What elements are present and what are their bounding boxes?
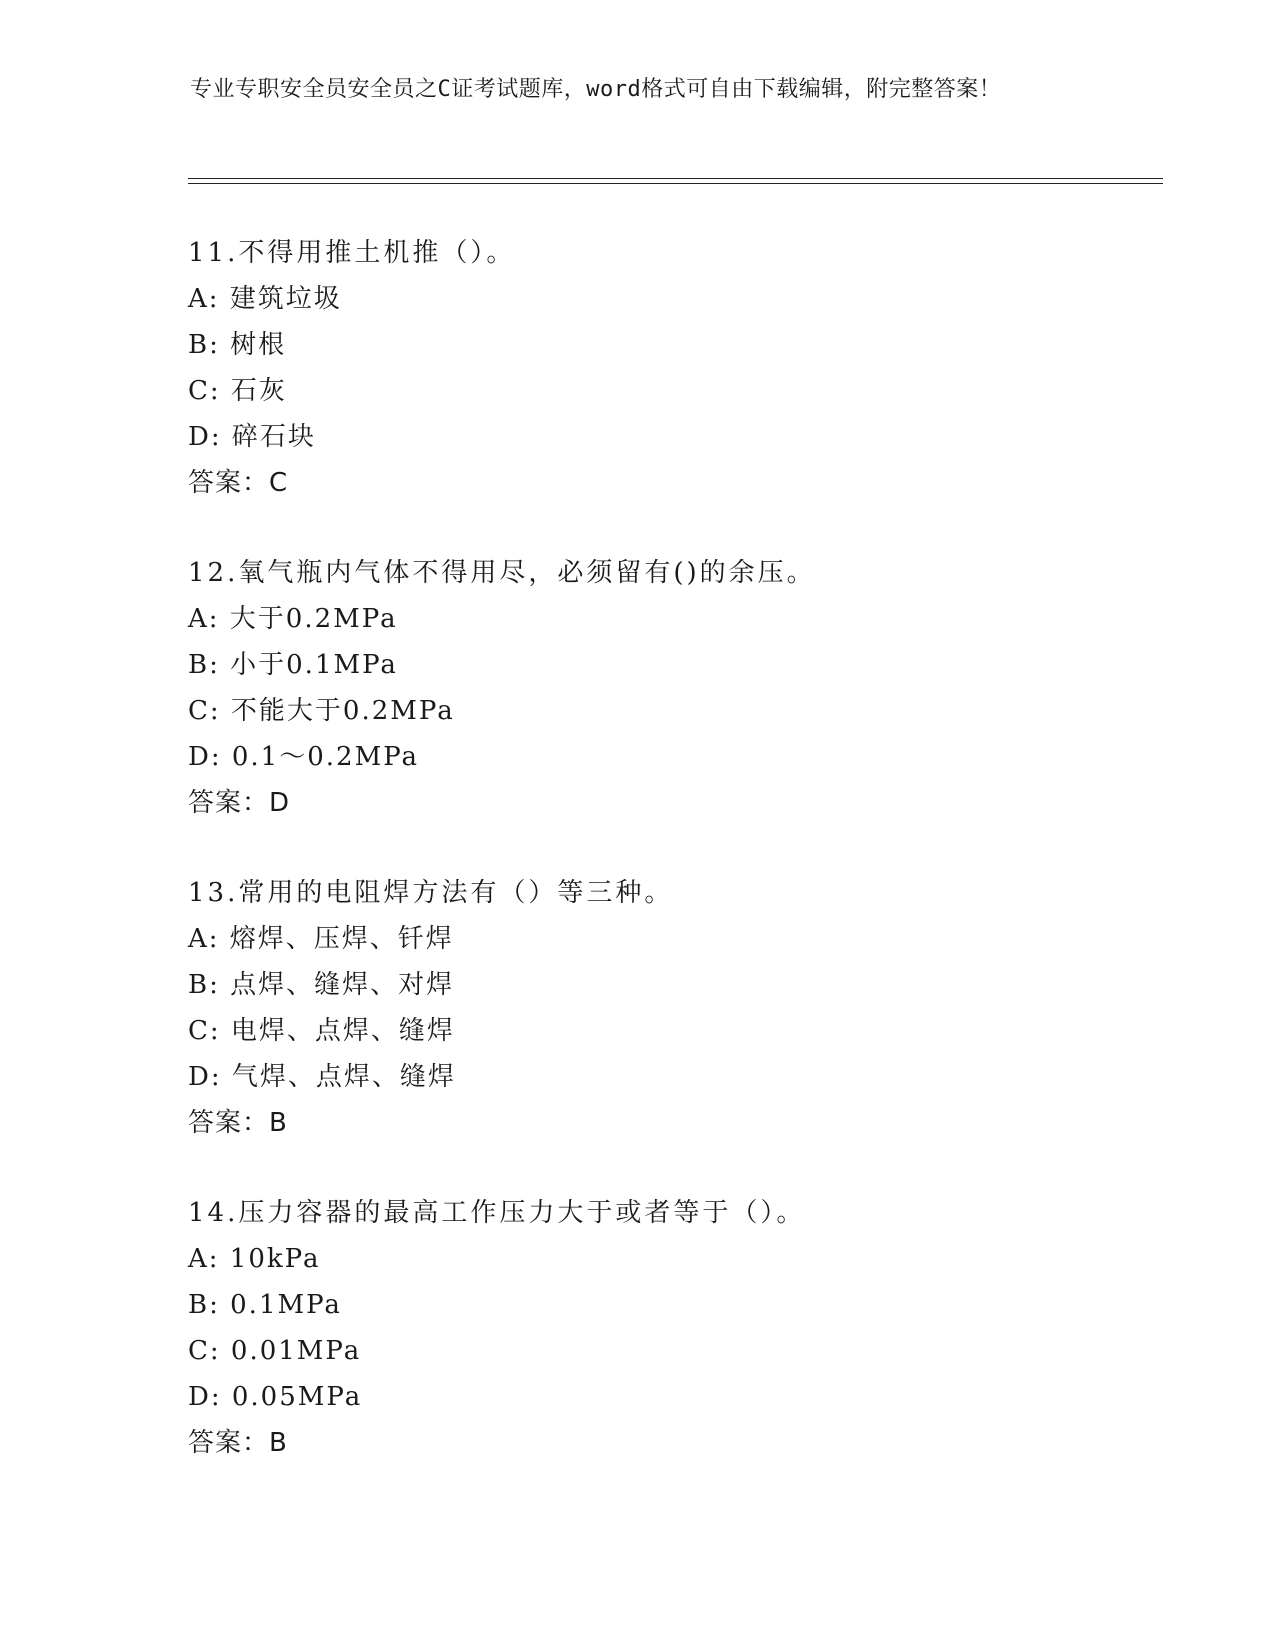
option-b: B: 小于0.1MPa bbox=[188, 650, 398, 680]
header-divider-top bbox=[188, 178, 1163, 179]
header-divider-bottom bbox=[188, 183, 1163, 184]
question-block bbox=[188, 230, 1138, 506]
question-stem: 14.压力容器的最高工作压力大于或者等于（）。 bbox=[188, 1198, 806, 1228]
question-stem: 12.氧气瓶内气体不得用尽，必须留有()的余压。 bbox=[188, 558, 816, 588]
option-c: C: 不能大于0.2MPa bbox=[188, 696, 455, 726]
answer-line: 答案：C bbox=[188, 468, 289, 498]
option-d: D: 气焊、点焊、缝焊 bbox=[188, 1062, 456, 1092]
answer-line: 答案：D bbox=[188, 788, 291, 818]
answer-line: 答案：B bbox=[188, 1428, 288, 1458]
option-d: D: 0.1～0.2MPa bbox=[188, 742, 420, 772]
option-b: B: 点焊、缝焊、对焊 bbox=[188, 970, 455, 1000]
option-c: C: 0.01MPa bbox=[188, 1336, 362, 1366]
option-a: A: 建筑垃圾 bbox=[188, 284, 342, 314]
question-stem: 13.常用的电阻焊方法有（）等三种。 bbox=[188, 878, 674, 908]
option-b: B: 0.1MPa bbox=[188, 1290, 342, 1320]
option-c: C: 石灰 bbox=[188, 376, 287, 406]
document-header-title: 专业专职安全员安全员之C证考试题库，word格式可自由下载编辑，附完整答案！ bbox=[190, 77, 1002, 102]
option-d: D: 0.05MPa bbox=[188, 1382, 363, 1412]
option-d: D: 碎石块 bbox=[188, 422, 316, 452]
question-block bbox=[188, 550, 1138, 826]
question-block bbox=[188, 870, 1138, 1146]
option-a: A: 大于0.2MPa bbox=[188, 604, 398, 634]
option-c: C: 电焊、点焊、缝焊 bbox=[188, 1016, 455, 1046]
option-a: A: 10kPa bbox=[188, 1244, 321, 1274]
option-a: A: 熔焊、压焊、钎焊 bbox=[188, 924, 454, 954]
answer-line: 答案：B bbox=[188, 1108, 288, 1138]
question-block bbox=[188, 1190, 1138, 1466]
option-b: B: 树根 bbox=[188, 330, 287, 360]
question-stem: 11.不得用推土机推（）。 bbox=[188, 238, 516, 268]
